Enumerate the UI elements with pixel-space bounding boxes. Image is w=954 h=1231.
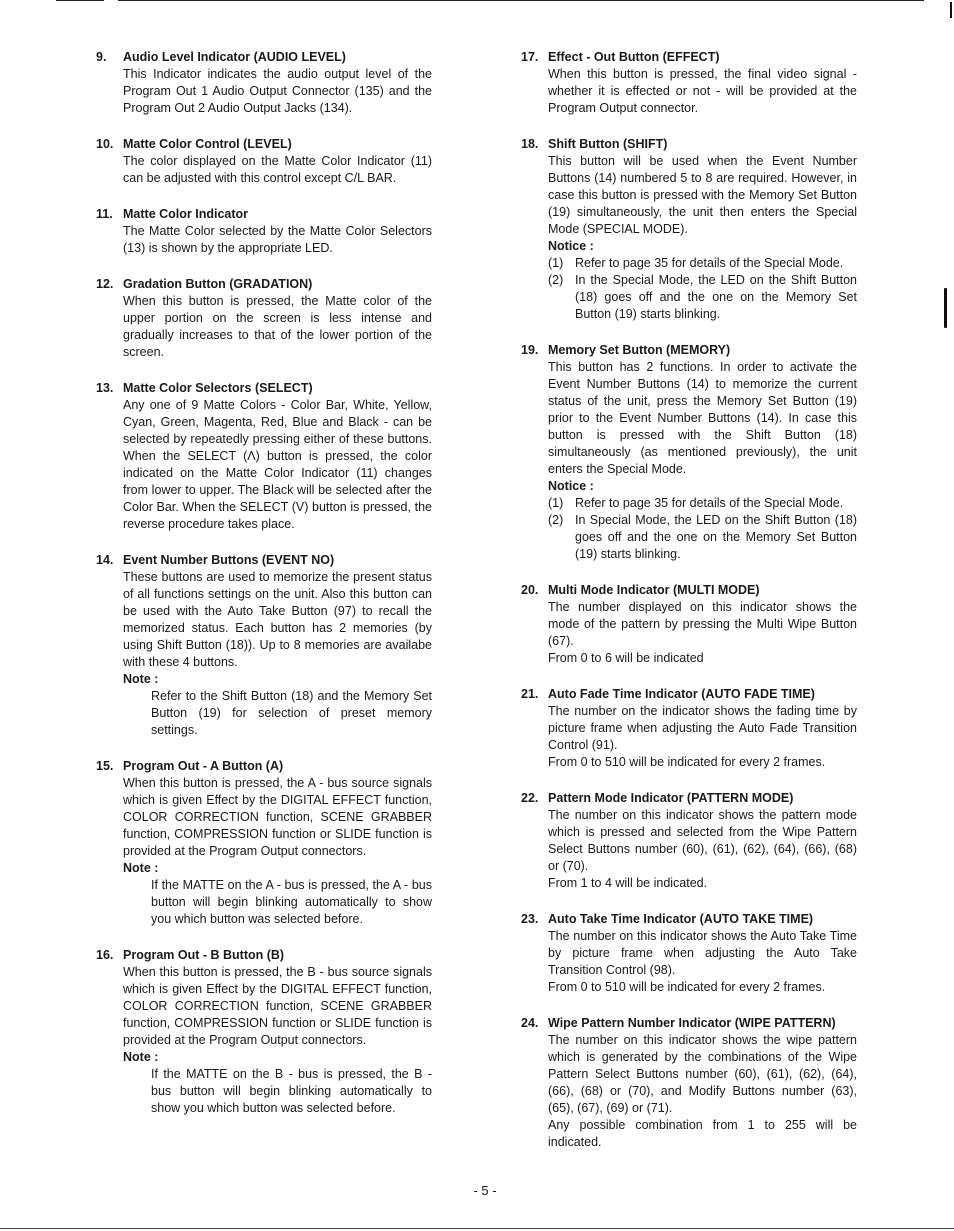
list-item-number: (1): [548, 256, 564, 270]
section-number: 10.: [96, 137, 114, 151]
section-title: Audio Level Indicator (AUDIO LEVEL): [123, 50, 346, 64]
list-item-text: In the Special Mode, the LED on the Shift Button (18) goes off and the one on the Memory Set Button (19) starts blinking.: [575, 273, 857, 321]
body-paragraph: From 0 to 510 will be indicated for every 2 frames.: [548, 755, 826, 769]
body-paragraph: Any one of 9 Matte Colors - Color Bar, White, Yellow, Cyan, Green, Magenta, Red, Blue and Black - can be selected by repeatedly pressing either of these buttons. When the SELECT (Λ) button is pressed, the color indicated on the Matte Color Indicator (11) changes from lower to upper. The Black will be selected after the Color Bar. When the SELECT (V) button is pressed, the reverse procedure takes place.: [123, 398, 432, 531]
note-label: Notice :: [548, 239, 594, 253]
section-number: 15.: [96, 759, 114, 773]
body-paragraph: The number on this indicator shows the wipe pattern which is generated by the combinations of the Wipe Pattern Select Buttons number (60), (61), (62), (64), (66), (68) or (70), and Modify Buttons number (63), (65), (67), (69) or (71).: [548, 1033, 857, 1115]
section-body: [123, 223, 432, 257]
note-paragraph: If the MATTE on the B - bus is pressed, the B - bus button will begin blinking automatically to show you which button was selected before.: [151, 1067, 432, 1115]
section-body: [123, 293, 432, 361]
section-item-10: [96, 136, 432, 187]
section-title: Matte Color Indicator: [123, 207, 249, 221]
section-number: 14.: [96, 553, 114, 567]
body-paragraph: The number displayed on this indicator shows the mode of the pattern by pressing the Multi Wipe Button (67).: [548, 600, 857, 648]
list-item-number: (2): [548, 513, 564, 527]
scan-mark-top: [950, 2, 952, 18]
section-body: [123, 569, 432, 671]
note-label: Note :: [123, 861, 159, 875]
list-item: [548, 255, 857, 272]
section-heading: [96, 206, 432, 223]
body-paragraph: These buttons are used to memorize the present status of all functions settings on the unit. Also this button can be used with the Auto Take Button (97) to recall the memorized status. Each button has 2 memories (by using Shift Button (18)). Up to 8 memories are availabe with these 4 buttons.: [123, 570, 432, 669]
section-item-9: [96, 49, 432, 117]
left-column: [96, 49, 432, 1136]
section-item-16: [96, 947, 432, 1117]
section-title: Program Out - A Button (A): [123, 759, 284, 773]
section-number: 23.: [521, 912, 539, 926]
section-title: Shift Button (SHIFT): [548, 137, 668, 151]
section-item-23: [521, 911, 857, 996]
section-body: [548, 153, 857, 238]
section-body: [123, 964, 432, 1049]
list-item: [548, 272, 857, 323]
section-heading: [96, 380, 432, 397]
section-item-14: [96, 552, 432, 739]
body-paragraph: This Indicator indicates the audio output level of the Program Out 1 Audio Output Connector (135) and the Program Out 2 Audio Output Jacks (134).: [123, 67, 432, 115]
body-paragraph: When this button is pressed, the A - bus source signals which is given Effect by the DIGITAL EFFECT function, COLOR CORRECTION function, SCENE GRABBER function, COMPRESSION function or SLIDE function is provided at the Program Output connectors.: [123, 776, 432, 858]
note-body: [151, 1066, 432, 1117]
list-item: [548, 512, 857, 563]
section-item-13: [96, 380, 432, 533]
top-rule-left: [56, 0, 104, 1]
note-label: Note :: [123, 1050, 159, 1064]
section-number: 22.: [521, 791, 539, 805]
notice-list: [548, 255, 857, 323]
section-body: [548, 66, 857, 117]
section-title: Matte Color Control (LEVEL): [123, 137, 292, 151]
note-label: Note :: [123, 672, 159, 686]
section-heading: [96, 136, 432, 153]
section-item-17: [521, 49, 857, 117]
section-item-24: [521, 1015, 857, 1151]
section-number: 18.: [521, 137, 539, 151]
notice-list: [548, 495, 857, 563]
section-heading: [96, 552, 432, 569]
body-paragraph: This button has 2 functions. In order to activate the Event Number Buttons (14) to memorize the current status of the unit, press the Memory Set Button (19) prior to the Event Number Buttons (14). In case this button is pressed with the Shift Button (18) simultaneously (as mentioned previously), the unit enters the Special Mode.: [548, 360, 857, 476]
bottom-rule: [0, 1228, 954, 1229]
section-number: 16.: [96, 948, 114, 962]
list-item: [548, 495, 857, 512]
scan-mark-margin: [944, 288, 947, 328]
section-heading: [521, 686, 857, 703]
note-body: [151, 688, 432, 739]
section-item-18: [521, 136, 857, 323]
body-paragraph: When this button is pressed, the B - bus source signals which is given Effect by the DIGITAL EFFECT function, COLOR CORRECTION function, SCENE GRABBER function, COMPRESSION function or SLIDE function is provided at the Program Output connectors.: [123, 965, 432, 1047]
section-heading: [521, 49, 857, 66]
body-paragraph: When this button is pressed, the final video signal - whether it is effected or not - will be provided at the Program Output connector.: [548, 67, 857, 115]
list-item-number: (1): [548, 496, 564, 510]
section-heading: [521, 136, 857, 153]
section-body: [123, 66, 432, 117]
section-heading: [521, 1015, 857, 1032]
section-number: 24.: [521, 1016, 539, 1030]
section-body: [548, 359, 857, 478]
section-heading: [96, 276, 432, 293]
section-body: [548, 703, 857, 771]
body-paragraph: The Matte Color selected by the Matte Color Selectors (13) is shown by the appropriate LED.: [123, 224, 432, 255]
section-title: Auto Take Time Indicator (AUTO TAKE TIME): [548, 912, 814, 926]
section-item-15: [96, 758, 432, 928]
section-number: 12.: [96, 277, 114, 291]
section-item-22: [521, 790, 857, 892]
section-item-20: [521, 582, 857, 667]
body-paragraph: The color displayed on the Matte Color Indicator (11) can be adjusted with this control except C/L BAR.: [123, 154, 432, 185]
section-title: Event Number Buttons (EVENT NO): [123, 553, 335, 567]
section-title: Memory Set Button (MEMORY): [548, 343, 731, 357]
section-number: 13.: [96, 381, 114, 395]
section-heading: [96, 49, 432, 66]
page-number: - 5 -: [473, 1183, 497, 1198]
body-paragraph: The number on this indicator shows the pattern mode which is pressed and selected from the Wipe Pattern Select Buttons number (60), (61), (62), (64), (66), (68) or (70).: [548, 808, 857, 873]
section-heading: [96, 758, 432, 775]
body-paragraph: From 0 to 510 will be indicated for every 2 frames.: [548, 980, 826, 994]
section-title: Program Out - B Button (B): [123, 948, 285, 962]
section-heading: [521, 582, 857, 599]
section-number: 20.: [521, 583, 539, 597]
section-title: Pattern Mode Indicator (PATTERN MODE): [548, 791, 794, 805]
section-body: [123, 397, 432, 533]
body-paragraph: This button will be used when the Event Number Buttons (14) numbered 5 to 8 are required. However, in case this button is pressed with the Memory Set Button (19) simultaneously, the unit then enters the Special Mode (SPECIAL MODE).: [548, 154, 857, 236]
section-number: 11.: [96, 207, 113, 221]
section-title: Gradation Button (GRADATION): [123, 277, 313, 291]
section-body: [123, 153, 432, 187]
section-title: Wipe Pattern Number Indicator (WIPE PATTERN): [548, 1016, 836, 1030]
section-title: Auto Fade Time Indicator (AUTO FADE TIME): [548, 687, 815, 701]
body-paragraph: The number on the indicator shows the fading time by picture frame when adjusting the Auto Fade Transition Control (91).: [548, 704, 857, 752]
list-item-number: (2): [548, 273, 564, 287]
body-paragraph: From 1 to 4 will be indicated.: [548, 876, 708, 890]
body-paragraph: The number on this indicator shows the Auto Take Time by picture frame when adjusting the Auto Take Transition Control (98).: [548, 929, 857, 977]
list-item-text: Refer to page 35 for details of the Special Mode.: [575, 496, 844, 510]
section-number: 17.: [521, 50, 539, 64]
section-item-21: [521, 686, 857, 771]
section-body: [548, 599, 857, 667]
section-item-11: [96, 206, 432, 257]
section-title: Multi Mode Indicator (MULTI MODE): [548, 583, 760, 597]
section-number: 19.: [521, 343, 539, 357]
section-body: [548, 1032, 857, 1151]
note-paragraph: If the MATTE on the A - bus is pressed, the A - bus button will begin blinking automatically to show you which button was selected before.: [151, 878, 432, 926]
list-item-text: Refer to page 35 for details of the Special Mode.: [575, 256, 844, 270]
section-body: [548, 807, 857, 892]
section-heading: [521, 911, 857, 928]
section-number: 9.: [96, 50, 107, 64]
section-item-12: [96, 276, 432, 361]
right-column: [521, 49, 857, 1170]
note-body: [151, 877, 432, 928]
note-paragraph: Refer to the Shift Button (18) and the Memory Set Button (19) for selection of preset memory settings.: [151, 689, 432, 737]
body-paragraph: When this button is pressed, the Matte color of the upper portion on the screen is less intense and gradually increases to that of the lower portion of the screen.: [123, 294, 432, 359]
list-item-text: In Special Mode, the LED on the Shift Button (18) goes off and the one on the Memory Set Button (19) starts blinking.: [575, 513, 857, 561]
section-body: [548, 928, 857, 996]
section-item-19: [521, 342, 857, 563]
section-title: Effect - Out Button (EFFECT): [548, 50, 720, 64]
section-heading: [96, 947, 432, 964]
section-number: 21.: [521, 687, 539, 701]
note-label: Notice :: [548, 479, 594, 493]
section-body: [123, 775, 432, 860]
body-paragraph: Any possible combination from 1 to 255 will be indicated.: [548, 1118, 857, 1149]
section-title: Matte Color Selectors (SELECT): [123, 381, 313, 395]
section-heading: [521, 790, 857, 807]
top-rule: [118, 0, 924, 1]
body-paragraph: From 0 to 6 will be indicated: [548, 651, 704, 665]
section-heading: [521, 342, 857, 359]
